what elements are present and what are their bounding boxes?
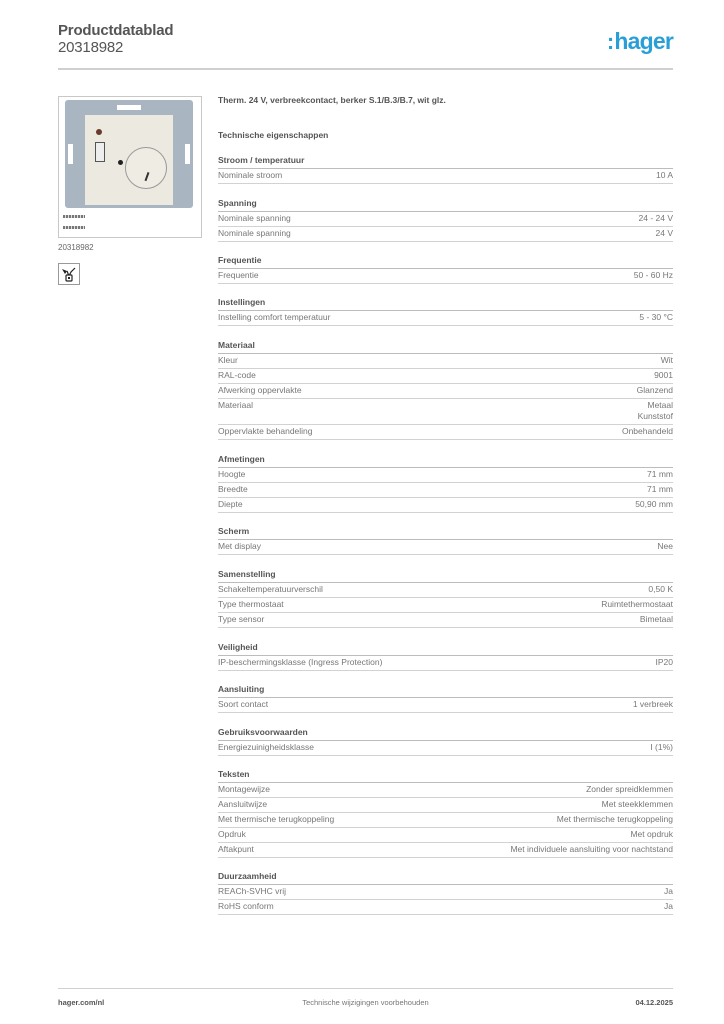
spec-value-line: Ja <box>664 886 673 896</box>
spec-label: Instelling comfort temperatuur <box>218 312 331 322</box>
page-header <box>58 22 673 68</box>
spec-value <box>639 312 673 323</box>
spec-value-line: Kunststof <box>637 411 673 421</box>
spec-row <box>218 540 673 555</box>
spec-value-line: Met thermische terugkoppeling <box>556 814 673 824</box>
spec-label: Aansluitwijze <box>218 799 268 809</box>
spec-section <box>218 726 673 756</box>
spec-value <box>634 270 673 281</box>
spec-value-line: 10 A <box>655 170 673 180</box>
spec-label: Afwerking oppervlakte <box>218 385 302 395</box>
spec-value-line: Ja <box>664 901 673 911</box>
spec-row <box>218 813 673 828</box>
section-heading: Veiligheid <box>218 641 673 656</box>
plate-notch <box>117 105 141 110</box>
spec-row <box>218 885 673 900</box>
spec-value <box>654 370 673 381</box>
hager-logo: :hager <box>606 28 673 54</box>
spec-row <box>218 598 673 613</box>
spec-row <box>218 498 673 513</box>
spec-label: Montagewijze <box>218 784 270 794</box>
spec-value-line: 71 mm <box>647 484 673 494</box>
spec-value-line: 50,90 mm <box>635 499 673 509</box>
section-heading: Materiaal <box>218 339 673 354</box>
wiring-diagram-icon <box>58 263 80 285</box>
spec-value <box>637 385 673 396</box>
spec-value <box>630 829 673 840</box>
spec-label: Kleur <box>218 355 238 365</box>
product-specs <box>218 95 673 915</box>
spec-label: Oppervlakte behandeling <box>218 426 313 436</box>
spec-row <box>218 384 673 399</box>
spec-value <box>622 426 673 437</box>
spec-value-line: 24 - 24 V <box>638 213 673 223</box>
screw-icon <box>63 215 85 218</box>
temperature-dial-icon <box>125 147 167 189</box>
product-description: Therm. 24 V, verbreekcontact, berker S.1/B.3/B.7, wit glz. <box>218 95 446 105</box>
spec-value-line: Met steekklemmen <box>601 799 673 809</box>
spec-row <box>218 583 673 598</box>
section-heading: Samenstelling <box>218 568 673 583</box>
section-heading: Instellingen <box>218 296 673 311</box>
spec-value-line: IP20 <box>655 657 673 667</box>
spec-value <box>656 228 674 239</box>
header-divider <box>58 68 673 70</box>
spec-value <box>648 584 673 595</box>
section-heading: Afmetingen <box>218 453 673 468</box>
thermostat-product-image <box>58 96 202 238</box>
spec-value <box>601 599 673 610</box>
spec-section <box>218 683 673 713</box>
spec-label: Diepte <box>218 499 243 509</box>
spec-label: IP-beschermingsklasse (Ingress Protection) <box>218 657 383 667</box>
mounting-plate <box>65 100 193 208</box>
footer-divider <box>58 988 673 989</box>
spec-section <box>218 568 673 628</box>
spec-value-line: Wit <box>660 355 673 365</box>
spec-value-line: Metaal <box>647 400 673 410</box>
spec-value-line: 1 verbreek <box>632 699 673 709</box>
spec-value <box>656 657 674 668</box>
section-heading: Frequentie <box>218 254 673 269</box>
spec-value-line: Met opdruk <box>630 829 673 839</box>
spec-label: Hoogte <box>218 469 246 479</box>
spec-value <box>650 742 673 753</box>
spec-label: Nominale stroom <box>218 170 283 180</box>
spec-value <box>639 213 674 224</box>
spec-section <box>218 768 673 858</box>
spec-value-line: Glanzend <box>636 385 673 395</box>
spec-value-line: 71 mm <box>647 469 673 479</box>
spec-row <box>218 828 673 843</box>
led-indicator-icon <box>96 129 102 135</box>
spec-section <box>218 339 673 440</box>
spec-value <box>657 541 673 552</box>
spec-row <box>218 843 673 858</box>
spec-value-line: 24 V <box>655 228 673 238</box>
spec-row <box>218 311 673 326</box>
spec-label: RoHS conform <box>218 901 274 911</box>
spec-value-line: Nee <box>657 541 673 551</box>
spec-section <box>218 296 673 326</box>
section-heading: Stroom / temperatuur <box>218 154 673 169</box>
image-caption: 20318982 <box>58 243 94 252</box>
spec-value-line: 9001 <box>654 370 673 380</box>
section-heading: Gebruiksvoorwaarden <box>218 726 673 741</box>
spec-section <box>218 525 673 555</box>
footer-disclaimer: Technische wijzigingen voorbehouden <box>302 998 429 1007</box>
spec-label: Aftakpunt <box>218 844 254 854</box>
thermostat-face <box>85 115 173 205</box>
spec-value <box>633 699 673 710</box>
spec-value-line: Bimetaal <box>639 614 673 624</box>
spec-section <box>218 641 673 671</box>
spec-label: Opdruk <box>218 829 246 839</box>
spec-value-line: 50 - 60 Hz <box>633 270 673 280</box>
spec-section <box>218 197 673 242</box>
spec-value-line: I (1%) <box>650 742 673 752</box>
spec-row <box>218 354 673 369</box>
spec-label: Soort contact <box>218 699 269 709</box>
spec-section <box>218 453 673 513</box>
spec-row <box>218 698 673 713</box>
spec-value-line: Zonder spreidklemmen <box>586 784 673 794</box>
spec-row <box>218 399 673 425</box>
doc-number: 20318982 <box>58 39 124 56</box>
spec-sections <box>218 154 673 915</box>
spec-label: Nominale spanning <box>218 213 291 223</box>
spec-value <box>664 901 673 912</box>
spec-value <box>638 400 673 422</box>
spec-value <box>635 499 673 510</box>
dot-marker-icon <box>118 160 123 165</box>
spec-label: Met display <box>218 541 261 551</box>
spec-row <box>218 425 673 440</box>
spec-value-line: Met individuele aansluiting voor nachtstand <box>510 844 673 854</box>
footer-website-link[interactable]: hager.com/nl <box>58 998 105 1007</box>
spec-row <box>218 798 673 813</box>
spec-label: Frequentie <box>218 270 259 280</box>
spec-label: RAL-code <box>218 370 256 380</box>
spec-value-line: 0,50 K <box>648 584 673 594</box>
spec-label: Schakeltemperatuurverschil <box>218 584 323 594</box>
rocker-switch-icon <box>95 142 105 162</box>
spec-value <box>602 799 673 810</box>
spec-label: Type sensor <box>218 614 265 624</box>
spec-value-line: Onbehandeld <box>621 426 673 436</box>
spec-value <box>647 469 673 480</box>
footer-date: 04.12.2025 <box>635 998 673 1007</box>
spec-row <box>218 269 673 284</box>
tech-properties-title: Technische eigenschappen <box>218 130 329 140</box>
spec-row <box>218 169 673 184</box>
doc-title: Productdatablad <box>58 22 174 39</box>
spec-label: Met thermische terugkoppeling <box>218 814 335 824</box>
spec-label: Nominale spanning <box>218 228 291 238</box>
spec-row <box>218 783 673 798</box>
section-heading: Teksten <box>218 768 673 783</box>
spec-row <box>218 613 673 628</box>
spec-section <box>218 254 673 284</box>
spec-value <box>647 484 673 495</box>
spec-value <box>586 784 673 795</box>
plate-notch <box>185 144 190 164</box>
spec-section <box>218 870 673 915</box>
spec-row <box>218 900 673 915</box>
spec-section <box>218 154 673 184</box>
spec-row <box>218 741 673 756</box>
plate-notch <box>68 144 73 164</box>
section-heading: Aansluiting <box>218 683 673 698</box>
spec-value-line: 5 - 30 °C <box>639 312 673 322</box>
section-heading: Spanning <box>218 197 673 212</box>
spec-value <box>656 170 673 181</box>
spec-row <box>218 212 673 227</box>
spec-value <box>664 886 673 897</box>
spec-label: REACh-SVHC vrij <box>218 886 287 896</box>
screw-icon <box>63 226 85 229</box>
spec-value <box>557 814 673 825</box>
spec-label: Materiaal <box>218 400 253 410</box>
dial-marker <box>145 172 149 181</box>
spec-value <box>510 844 673 855</box>
spec-row <box>218 483 673 498</box>
spec-row <box>218 369 673 384</box>
section-heading: Scherm <box>218 525 673 540</box>
spec-row <box>218 468 673 483</box>
spec-label: Breedte <box>218 484 248 494</box>
spec-row <box>218 227 673 242</box>
spec-value <box>640 614 673 625</box>
spec-label: Type thermostaat <box>218 599 284 609</box>
spec-value-line: Ruimtethermostaat <box>601 599 673 609</box>
logo-text: hager <box>614 28 673 54</box>
spec-row <box>218 656 673 671</box>
spec-value <box>661 355 673 366</box>
section-heading: Duurzaamheid <box>218 870 673 885</box>
spec-label: Energiezuinigheidsklasse <box>218 742 314 752</box>
